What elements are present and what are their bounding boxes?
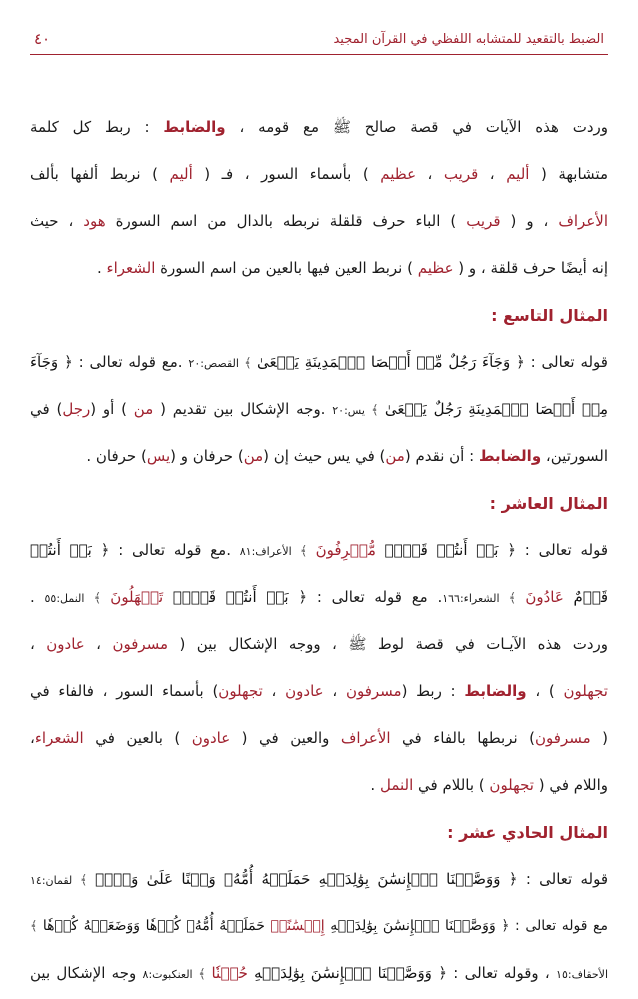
verse-reference: الشعراء:١٦٦	[442, 592, 500, 605]
highlight-word: هود	[83, 212, 106, 230]
highlight-word: تجهلون	[218, 682, 263, 700]
highlight-word: الشعراء	[106, 259, 156, 277]
text-run: ،	[84, 635, 113, 653]
highlight-word: والضابط	[478, 447, 542, 465]
quran-verse: بَلۡ أَنتُمۡ	[30, 541, 92, 559]
highlight-word: من	[243, 447, 264, 465]
ornate-bracket: ﴾	[30, 919, 43, 934]
highlight-word: مسرفون	[112, 635, 169, 653]
text-run: ) حرفان .	[86, 447, 147, 465]
text-line	[30, 574, 608, 621]
text-run: ) ،	[526, 682, 564, 700]
text-run: ) الباء حرف قلقلة نربطه بالدال من اسم السورة	[105, 212, 467, 230]
highlight-word: أليم	[506, 165, 530, 183]
text-run: ،	[323, 682, 346, 700]
text-run: .	[370, 776, 380, 794]
verse-reference: الأحقاف:١٥	[556, 968, 608, 981]
text-run: .	[30, 588, 45, 606]
text-run: ) نربطها بالفاء في	[390, 729, 536, 747]
highlight-word: والضابط	[464, 682, 527, 700]
text-line	[30, 339, 608, 386]
text-run: وجه الإشكال بين	[30, 964, 143, 982]
ornate-bracket: ﴾	[192, 967, 212, 982]
text-run: ) في	[30, 400, 63, 418]
highlight-word: الأعراف	[340, 729, 391, 747]
text-run: .مع قوله تعالى : ﴿	[91, 541, 240, 559]
page-body	[30, 104, 608, 997]
text-run: ،	[30, 635, 47, 653]
text-run: إنه أيضًا حرف قلقة ، و (	[453, 259, 608, 277]
highlight-word: أليم	[169, 165, 193, 183]
ornate-bracket: ﴾	[72, 873, 96, 888]
header-title: الضبط بالتقعيد للمتشابه اللفظي في القرآن المجيد	[333, 31, 604, 47]
text-run: : ربط كل كلمة	[30, 118, 164, 136]
highlight-word: قريب	[466, 212, 501, 230]
text-run: ،	[30, 729, 35, 747]
text-line	[30, 621, 608, 668]
text-run: ) بأسماء السور ، فـ (	[192, 165, 381, 183]
text-line	[30, 903, 608, 950]
text-run: ) حرفان و (	[170, 447, 244, 465]
verse-reference: العنكبوت:٨	[142, 968, 193, 981]
text-run: ) باللام في	[413, 776, 490, 794]
text-run: مع قوله تعالى : ﴿	[495, 918, 608, 934]
text-run: : أن نقدم (	[404, 447, 479, 465]
text-run: ، و (	[500, 212, 559, 230]
text-run: والعين في (	[230, 729, 341, 747]
text-line	[30, 198, 608, 245]
highlight-word: عظيم	[417, 259, 454, 277]
text-line	[30, 527, 608, 574]
quran-verse: تَجۡهَلُونَ	[110, 588, 164, 606]
highlight-word: قريب	[443, 165, 479, 183]
text-run: ) بالعين في	[83, 729, 192, 747]
highlight-word: تجهلون	[489, 776, 534, 794]
quran-verse: بَلۡ أَنتُمۡ قَوۡمٞ	[375, 541, 499, 559]
text-run: وردت هذه الآيات في قصة صالح ﷺ مع قومه ،	[225, 118, 608, 136]
quran-verse: وَوَصَّيۡنَا ٱلۡإِنسَٰنَ بِوَٰلِدَيۡهِ	[324, 918, 496, 934]
quran-verse: مُّسۡرِفُونَ	[315, 541, 376, 559]
text-run: متشابهة (	[529, 165, 608, 183]
highlight-word: يس	[146, 447, 171, 465]
text-run: ، حيث	[30, 212, 84, 230]
text-run: ،	[262, 682, 286, 700]
verse-reference: يس:٢٠	[332, 404, 365, 417]
text-run: . مع قوله تعالى : ﴿	[288, 588, 443, 606]
verse-reference: الأعراف:٨١	[239, 545, 292, 558]
highlight-word: عادون	[191, 729, 231, 747]
highlight-word: عادون	[46, 635, 85, 653]
ornate-bracket: ﴾	[238, 356, 257, 371]
text-run: ) بأسماء السور ، فالفاء في	[30, 682, 219, 700]
text-run: .	[96, 259, 107, 277]
highlight-word: النمل	[379, 776, 414, 794]
quran-verse: وَجَآءَ	[30, 353, 59, 371]
text-line	[30, 245, 608, 292]
text-run: (	[590, 729, 608, 747]
ornate-bracket: ﴾	[364, 403, 385, 418]
ornate-bracket: ﴾	[499, 591, 526, 606]
quran-verse: وَوَصَّيۡنَا ٱلۡإِنسَٰنَ بِوَٰلِدَيۡهِ حَمَلَتۡهُ أُمُّهُۥ وَهۡنًا عَلَىٰ وَهۡنٖ	[95, 870, 501, 888]
text-line	[30, 433, 608, 480]
quran-verse: حُسۡنٗا	[211, 964, 248, 982]
verse-reference: القصص:٢٠	[188, 357, 239, 370]
highlight-word: الأعراف	[558, 212, 608, 230]
quran-verse: مِنۡ أَقۡصَا ٱلۡمَدِينَةِ رَجُلٌ يَسۡعَىٰ	[384, 400, 608, 418]
quran-verse: وَجَآءَ رَجُلٌ مِّنۡ أَقۡصَا ٱلۡمَدِينَةِ يَسۡعَىٰ	[256, 353, 511, 371]
highlight-word: مسرفون	[345, 682, 402, 700]
text-line	[30, 762, 608, 809]
section-heading	[30, 809, 608, 856]
highlight-word: تجهلون	[563, 682, 608, 700]
text-run: قوله تعالى : ﴿	[510, 353, 608, 371]
text-run: المثال العاشر :	[489, 494, 608, 513]
text-run: قوله تعالى : ﴿	[498, 541, 608, 559]
text-line	[30, 856, 608, 903]
text-run: ،	[416, 165, 444, 183]
quran-verse: إِحۡسَٰنًاۖ	[270, 918, 325, 934]
quran-verse: عَادُونَ	[525, 588, 564, 606]
quran-verse: بَلۡ أَنتُمۡ قَوۡمٞ	[163, 588, 289, 606]
quran-verse: حَمَلَتۡهُ أُمُّهُۥ كُرۡهٗا وَوَضَعَتۡهُ كُرۡهٗا	[42, 918, 271, 934]
text-run: ) أو (	[90, 400, 134, 418]
header-rule	[30, 54, 608, 55]
text-run: .مع قوله تعالى : ﴿	[58, 353, 189, 371]
text-run: ) نربط العين فيها بالعين من اسم السورة	[155, 259, 418, 277]
ornate-bracket: ﴾	[84, 591, 111, 606]
text-run: .وجه الإشكال بين تقديم (	[153, 400, 333, 418]
text-line	[30, 386, 608, 433]
highlight-word: الشعراء	[34, 729, 84, 747]
highlight-word: عادون	[285, 682, 324, 700]
page-header	[34, 26, 604, 52]
text-run: ،	[478, 165, 507, 183]
text-line	[30, 104, 608, 151]
text-run: : ربط (	[401, 682, 465, 700]
text-run: ) في يس حيث إن (	[263, 447, 386, 465]
text-line	[30, 151, 608, 198]
page-number: ٤٠	[34, 30, 51, 48]
text-run: واللام في (	[533, 776, 608, 794]
text-run: السورتين،	[541, 447, 608, 465]
highlight-word: من	[385, 447, 405, 465]
quran-verse: قَوۡمٌ	[563, 588, 608, 606]
highlight-word: رجل	[62, 400, 91, 418]
section-heading	[30, 292, 608, 339]
text-run: المثال الحادي عشر :	[447, 823, 608, 842]
text-run: قوله تعالى : ﴿	[500, 870, 608, 888]
text-line	[30, 950, 608, 997]
ornate-bracket: ﴾	[291, 544, 316, 559]
text-line	[30, 715, 608, 762]
verse-reference: لقمان:١٤	[30, 874, 73, 887]
text-run: ، وقوله تعالى : ﴿	[431, 964, 557, 982]
text-run: ) نربط ألفها بألف	[30, 165, 170, 183]
highlight-word: عظيم	[380, 165, 417, 183]
verse-reference: النمل:٥٥	[44, 592, 85, 605]
text-line	[30, 668, 608, 715]
text-run: وردت هذه الآيـات في قصة لوط ﷺ ، ووجه الإشكال بين (	[168, 635, 608, 653]
highlight-word: من	[133, 400, 154, 418]
quran-verse: وَوَصَّيۡنَا ٱلۡإِنسَٰنَ بِوَٰلِدَيۡهِ	[247, 964, 432, 982]
highlight-word: والضابط	[163, 118, 226, 136]
section-heading	[30, 480, 608, 527]
text-run: المثال التاسع :	[491, 306, 608, 325]
highlight-word: مسرفون	[535, 729, 591, 747]
